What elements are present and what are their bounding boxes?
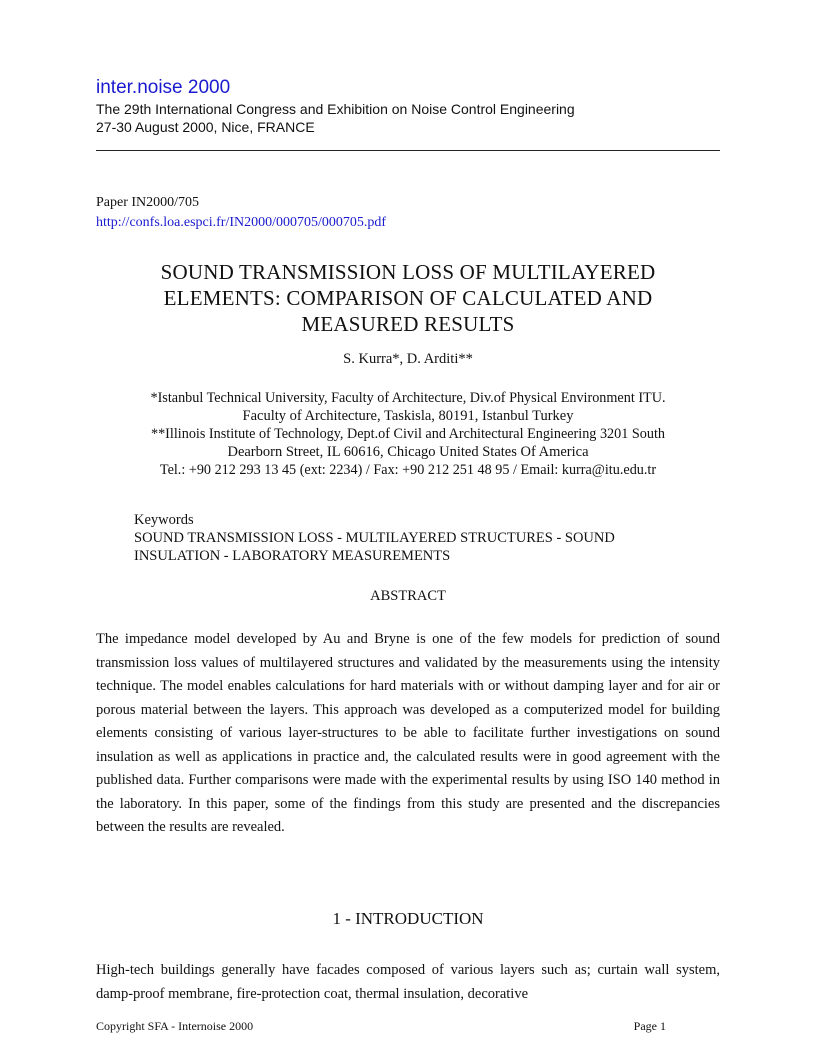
- affiliations: [96, 389, 720, 479]
- keywords-label: Keywords: [134, 512, 194, 528]
- header-divider: [96, 150, 720, 151]
- footer-page-number: Page 1: [633, 1019, 666, 1033]
- conference-subtitle: The 29th International Congress and Exhibition on Noise Control Engineering: [96, 101, 575, 117]
- introduction-text: [96, 959, 720, 1006]
- affiliation-line: Dearborn Street, IL 60616, Chicago United States Of America: [227, 444, 589, 460]
- paper-title: [96, 259, 720, 337]
- paper-url-link[interactable]: http://confs.loa.espci.fr/IN2000/000705/000705.pdf: [96, 215, 387, 230]
- abstract-paragraph: The impedance model developed by Au and Bryne is one of the few models for prediction of sound transmission loss values of multilayered structures and validated by the measurements using the intensity technique. The model enables calculations for hard materials with or without damping layer and for air or porous material between the layers. This approach was developed as a computerized model for building elements consisting of various layer-structures to be able to facilitate further investigations on sound insulation as well as applications in practice and, the calculated results were in good agreement with the published data. Further comparisons were made with the experimental results by using ISO 140 method in the laboratory. In this paper, some of the findings from this study are presented and the discrepancies between the results are revealed.: [96, 631, 720, 835]
- title-line: ELEMENTS: COMPARISON OF CALCULATED AND: [163, 286, 653, 310]
- conference-date-place: 27-30 August 2000, Nice, FRANCE: [96, 119, 315, 135]
- keywords-line: INSULATION - LABORATORY MEASUREMENTS: [134, 548, 451, 564]
- conference-name: inter.noise 2000: [96, 77, 231, 98]
- affiliation-line: *Istanbul Technical University, Faculty of Architecture, Div.of Physical Environment ITU.: [150, 390, 666, 406]
- introduction-paragraph: High-tech buildings generally have facades composed of various layers such as; curtain wall system, damp-proof membrane, fire-protection coat, thermal insulation, decorative: [96, 962, 720, 1002]
- paper-id: Paper IN2000/705: [96, 195, 200, 210]
- paper-authors: S. Kurra*, D. Arditi**: [343, 351, 473, 367]
- abstract-text: [96, 628, 720, 840]
- keywords-line: SOUND TRANSMISSION LOSS - MULTILAYERED STRUCTURES - SOUND: [134, 530, 615, 546]
- title-line: SOUND TRANSMISSION LOSS OF MULTILAYERED: [160, 260, 656, 284]
- affiliation-line: Tel.: +90 212 293 13 45 (ext: 2234) / Fax: +90 212 251 48 95 / Email: kurra@itu.edu.tr: [159, 462, 657, 478]
- affiliation-line: **Illinois Institute of Technology, Dept.of Civil and Architectural Engineering 3201 South: [150, 426, 665, 442]
- title-line: MEASURED RESULTS: [301, 312, 515, 336]
- abstract-heading: ABSTRACT: [370, 588, 446, 604]
- affiliation-line: Faculty of Architecture, Taskisla, 80191, Istanbul Turkey: [242, 408, 574, 424]
- footer-copyright: Copyright SFA - Internoise 2000: [96, 1019, 254, 1033]
- introduction-heading: 1 - INTRODUCTION: [332, 909, 484, 928]
